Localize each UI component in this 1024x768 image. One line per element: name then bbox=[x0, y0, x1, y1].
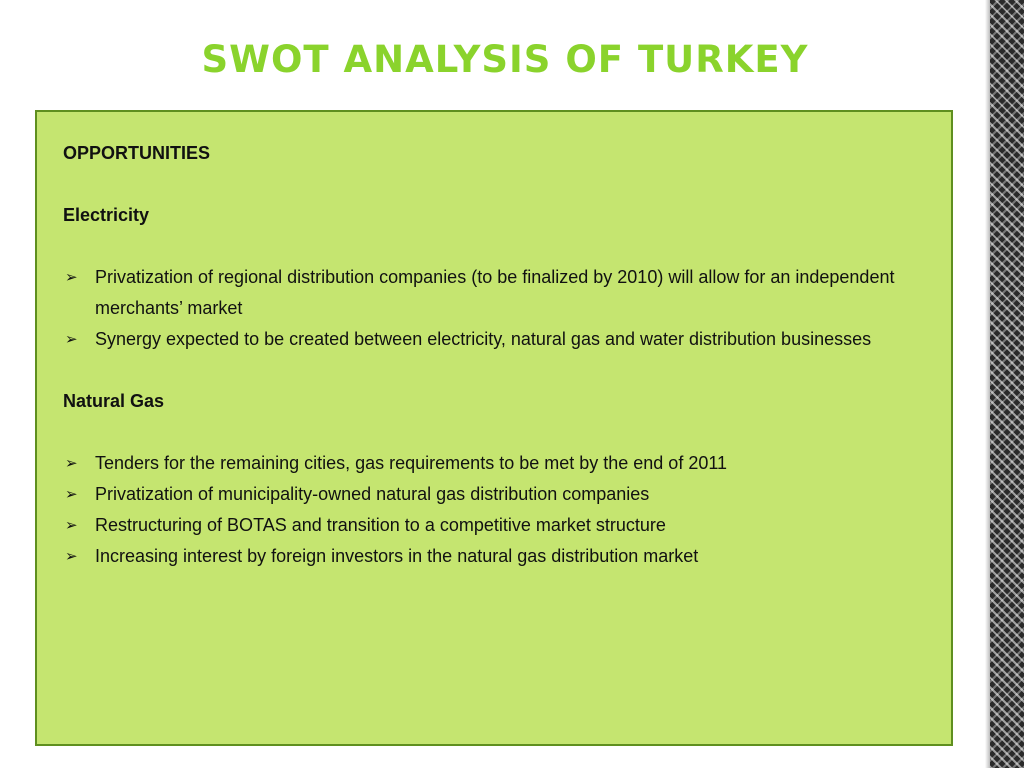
arrow-bullet-icon: ➢ bbox=[65, 486, 78, 503]
spacer bbox=[63, 169, 921, 200]
bullet-item bbox=[63, 448, 921, 479]
group-heading-natural-gas: Natural Gas bbox=[63, 391, 165, 411]
bullet-text: Increasing interest by foreign investors in the natural gas distribution market bbox=[95, 546, 699, 566]
bullet-text: Tenders for the remaining cities, gas requirements to be met by the end of 2011 bbox=[95, 453, 728, 473]
section-label: OPPORTUNITIES bbox=[63, 143, 211, 163]
bullet-text: Privatization of regional distribution companies (to be finalized by 2010) will allow for an independent merchants’ market bbox=[95, 267, 895, 318]
bullet-text: Synergy expected to be created between electricity, natural gas and water distribution businesses bbox=[95, 329, 872, 349]
bullet-item bbox=[63, 324, 921, 355]
group-heading-electricity: Electricity bbox=[63, 205, 150, 225]
slide-title: SWOT ANALYSIS OF TURKEY bbox=[201, 38, 809, 81]
bullet-item bbox=[63, 262, 921, 324]
bullet-item bbox=[63, 510, 921, 541]
spacer bbox=[63, 417, 921, 448]
bullet-text: Restructuring of BOTAS and transition to a competitive market structure bbox=[95, 515, 666, 535]
bullet-item bbox=[63, 541, 921, 572]
decorative-pattern-strip bbox=[990, 0, 1024, 768]
opportunities-box bbox=[35, 110, 953, 746]
arrow-bullet-icon: ➢ bbox=[65, 517, 78, 534]
box-content bbox=[63, 138, 921, 572]
arrow-bullet-icon: ➢ bbox=[65, 548, 78, 565]
spacer bbox=[63, 355, 921, 386]
bullet-list-electricity bbox=[63, 262, 921, 355]
bullet-item bbox=[63, 479, 921, 510]
bullet-list-natural-gas bbox=[63, 448, 921, 572]
bullet-text: Privatization of municipality-owned natural gas distribution companies bbox=[95, 484, 650, 504]
arrow-bullet-icon: ➢ bbox=[65, 269, 78, 286]
arrow-bullet-icon: ➢ bbox=[65, 331, 78, 348]
arrow-bullet-icon: ➢ bbox=[65, 455, 78, 472]
spacer bbox=[63, 231, 921, 262]
